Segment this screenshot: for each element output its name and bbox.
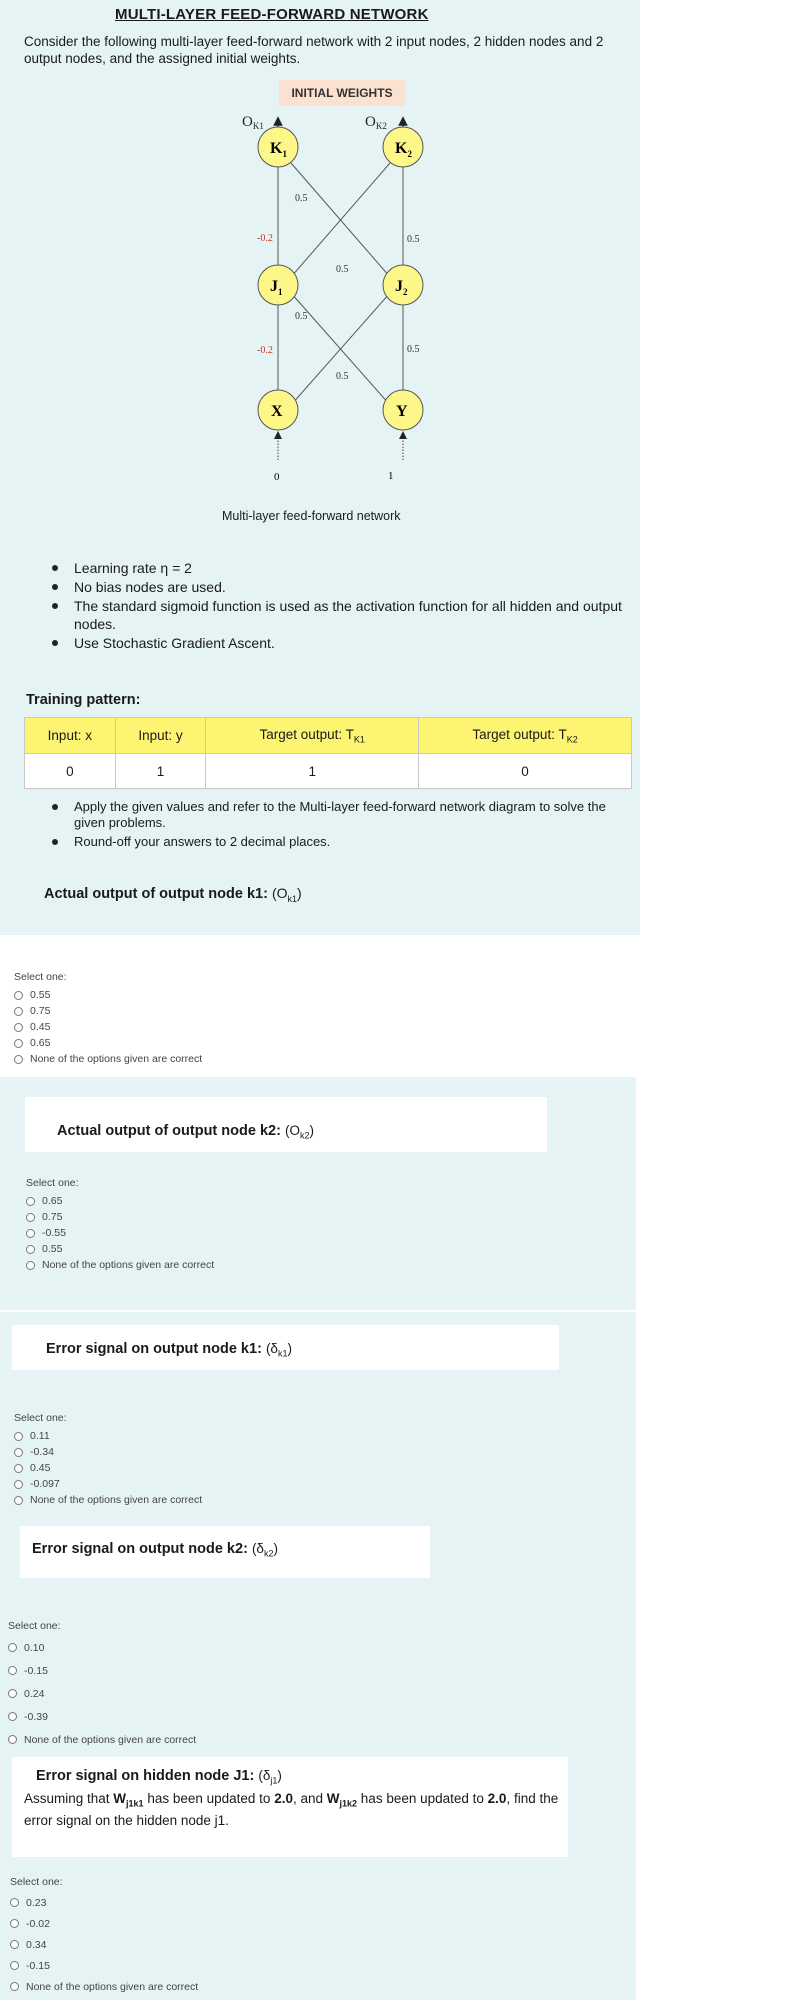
table-row <box>25 754 632 789</box>
question-3-title: Error signal on output node k1: $(\delta_{k1})$ <box>12 1325 559 1370</box>
output-label-ok1: $O_{K1}$ <box>242 114 264 131</box>
weight-j2-vertical: 0.5 <box>407 344 420 355</box>
question-3-panel <box>0 1312 636 1527</box>
question-5-title: Error signal on hidden node J1: $(\delta_{j1})$ Assuming that $W_{j1k1}$ has been updated to 2.0, and $W_{j1k2}$ has been updated to 2.0, find the error signal on the hidden node j1. <box>12 1757 568 1857</box>
intro-panel <box>0 0 640 935</box>
svg-text:J2: $J_2$ <box>395 278 408 297</box>
radio-icon[interactable] <box>10 1982 19 1991</box>
radio-icon[interactable] <box>14 1464 23 1473</box>
diagram-caption: Multi-layer feed-forward network <box>222 509 401 523</box>
input-value-x: 0 <box>274 471 280 483</box>
svg-text:J1: $J_1$ <box>270 278 283 297</box>
node-j1 <box>258 265 298 305</box>
header-target-k1: Target output: $T_{K1}$ <box>206 718 419 754</box>
output-label-ok2: $O_{K2}$ <box>365 114 387 131</box>
option-radio[interactable]: 0.45 <box>14 1460 202 1476</box>
option-radio[interactable]: 0.45 <box>14 1019 202 1035</box>
table-header-row <box>25 718 632 754</box>
radio-icon[interactable] <box>14 1039 23 1048</box>
select-one-label: Select one: <box>8 1620 61 1632</box>
header-input-x: Input: x <box>25 718 116 754</box>
option-radio[interactable]: -0.39 <box>8 1705 196 1728</box>
option-radio[interactable]: 0.11 <box>14 1428 202 1444</box>
option-radio[interactable]: 0.75 <box>14 1003 202 1019</box>
header-input-y: Input: y <box>115 718 206 754</box>
radio-icon[interactable] <box>8 1712 17 1721</box>
radio-icon[interactable] <box>26 1261 35 1270</box>
header-target-k2: Target output: $T_{K2}$ <box>419 718 632 754</box>
value-target-k2: 0 <box>419 754 632 789</box>
option-radio[interactable]: 0.55 <box>14 987 202 1003</box>
training-pattern-label: Training pattern: <box>26 692 141 708</box>
option-radio[interactable]: -0.34 <box>14 1444 202 1460</box>
radio-icon[interactable] <box>8 1689 17 1698</box>
radio-icon[interactable] <box>26 1197 35 1206</box>
radio-icon[interactable] <box>14 1496 23 1505</box>
option-radio[interactable]: 0.55 <box>26 1241 214 1257</box>
weight-k2-vertical: 0.5 <box>407 234 420 245</box>
radio-icon[interactable] <box>14 1432 23 1441</box>
instruction-item: Round-off your answers to 2 decimal places. <box>50 834 630 850</box>
question-1-options <box>0 935 640 1075</box>
condition-item: No bias nodes are used. <box>50 578 630 596</box>
weight-j1-cross: 0.5 <box>295 311 308 322</box>
option-radio[interactable]: 0.65 <box>26 1193 214 1209</box>
question-2-title: Actual output of output node k2: $(O_{k2})$ <box>25 1097 547 1152</box>
question-4-panel <box>0 1520 636 1752</box>
radio-icon[interactable] <box>8 1735 17 1744</box>
option-radio[interactable]: -0.15 <box>8 1659 196 1682</box>
condition-item: The standard sigmoid function is used as the activation function for all hidden and output nodes. <box>50 597 630 633</box>
option-radio[interactable]: -0.15 <box>10 1955 198 1976</box>
condition-item: Learning rate η = 2 <box>50 559 630 577</box>
option-radio[interactable]: 0.75 <box>26 1209 214 1225</box>
option-radio[interactable]: None of the options given are correct <box>8 1728 196 1751</box>
training-pattern-table <box>24 717 632 789</box>
node-y <box>383 390 423 430</box>
radio-icon[interactable] <box>10 1961 19 1970</box>
select-one-label: Select one: <box>14 971 67 983</box>
svg-text:K1: $K_1$ <box>270 140 287 159</box>
initial-weights-badge: INITIAL WEIGHTS <box>279 80 405 106</box>
option-radio[interactable]: None of the options given are correct <box>26 1257 214 1273</box>
option-radio[interactable]: 0.65 <box>14 1035 202 1051</box>
node-k1 <box>258 127 298 167</box>
weight-k1-vertical: -0.2 <box>257 233 273 244</box>
option-radio[interactable]: None of the options given are correct <box>14 1051 202 1067</box>
question-4-title: Error signal on output node k2: $(\delta_{k2})$ <box>20 1526 430 1578</box>
weight-j1-vertical: -0.2 <box>257 345 273 356</box>
option-radio[interactable]: -0.55 <box>26 1225 214 1241</box>
radio-icon[interactable] <box>10 1919 19 1928</box>
problem-description: Consider the following multi-layer feed-forward network with 2 input nodes, 2 hidden nodes and 2 output nodes, and the assigned initial weights. <box>24 34 604 66</box>
svg-text:Y: Y <box>396 403 408 420</box>
svg-text:K2: $K_2$ <box>395 140 412 159</box>
select-one-label: Select one: <box>26 1177 79 1189</box>
node-x <box>258 390 298 430</box>
radio-icon[interactable] <box>14 1055 23 1064</box>
option-radio[interactable]: 0.34 <box>10 1934 198 1955</box>
instructions-list <box>50 799 630 853</box>
radio-icon[interactable] <box>8 1666 17 1675</box>
svg-text:X: X <box>271 403 283 420</box>
network-diagram <box>195 105 440 495</box>
weight-x-cross: 0.5 <box>336 371 349 382</box>
radio-icon[interactable] <box>14 1480 23 1489</box>
condition-item: Use Stochastic Gradient Ascent. <box>50 634 630 652</box>
input-value-y: 1 <box>388 470 394 482</box>
node-j2 <box>383 265 423 305</box>
option-radio[interactable]: 0.24 <box>8 1682 196 1705</box>
radio-icon[interactable] <box>14 1448 23 1457</box>
radio-icon[interactable] <box>26 1213 35 1222</box>
node-k2 <box>383 127 423 167</box>
radio-icon[interactable] <box>14 991 23 1000</box>
option-radio[interactable]: None of the options given are correct <box>14 1492 202 1508</box>
radio-icon[interactable] <box>14 1007 23 1016</box>
option-radio[interactable]: -0.097 <box>14 1476 202 1492</box>
value-input-y: 1 <box>115 754 206 789</box>
question-5-panel <box>0 1752 636 2000</box>
radio-icon[interactable] <box>26 1229 35 1238</box>
option-radio[interactable]: 0.10 <box>8 1636 196 1659</box>
radio-icon[interactable] <box>8 1643 17 1652</box>
radio-icon[interactable] <box>10 1898 19 1907</box>
option-radio[interactable]: 0.23 <box>10 1892 198 1913</box>
radio-icon[interactable] <box>10 1940 19 1949</box>
select-one-label: Select one: <box>10 1876 63 1888</box>
conditions-list <box>50 559 630 653</box>
question-1-title: Actual output of output node k1: $(O_{k1})$ <box>44 885 302 904</box>
option-radio[interactable]: -0.02 <box>10 1913 198 1934</box>
weight-j-cross-upper: 0.5 <box>336 264 349 275</box>
question-5-body: Assuming that $W_{j1k1}$ has been updated to 2.0, and $W_{j1k2}$ has been updated to 2.0, find the error signal on the hidden node j1. <box>24 1790 559 1829</box>
question-2-panel <box>0 1077 636 1310</box>
weight-k1-cross: 0.5 <box>295 193 308 204</box>
instruction-item: Apply the given values and refer to the Multi-layer feed-forward network diagram to solve the given problems. <box>50 799 630 831</box>
page-title: MULTI-LAYER FEED-FORWARD NETWORK <box>115 6 429 23</box>
radio-icon[interactable] <box>14 1023 23 1032</box>
value-input-x: 0 <box>25 754 116 789</box>
select-one-label: Select one: <box>14 1412 67 1424</box>
value-target-k1: 1 <box>206 754 419 789</box>
radio-icon[interactable] <box>26 1245 35 1254</box>
option-radio[interactable]: None of the options given are correct <box>10 1976 198 1997</box>
